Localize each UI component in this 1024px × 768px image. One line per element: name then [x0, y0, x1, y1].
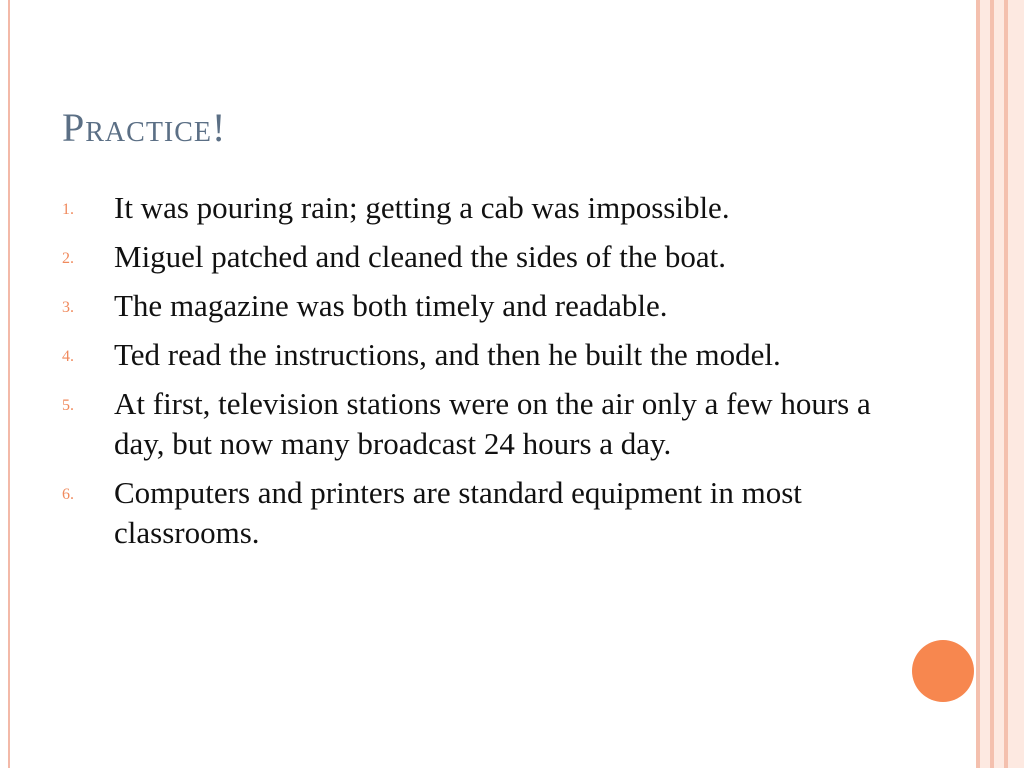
right-decor-stripe: [980, 0, 990, 768]
item-text: Miguel patched and cleaned the sides of the boat.: [114, 239, 727, 274]
list-item: [62, 286, 882, 326]
practice-list: [62, 188, 882, 562]
list-item: [62, 384, 882, 464]
decorative-circle: [912, 640, 974, 702]
item-text: Ted read the instructions, and then he built the model.: [114, 337, 781, 372]
list-item: [62, 335, 882, 375]
item-number: 3.: [62, 299, 74, 316]
item-number: 6.: [62, 486, 74, 503]
slide-title: Practice!: [62, 105, 227, 150]
item-text: At first, television stations were on the air only a few hours a day, but now many broadcast 24 hours a day.: [114, 386, 871, 461]
list-item: [62, 473, 882, 553]
right-decor-stripe: [1008, 0, 1024, 768]
right-decor-stripe: [994, 0, 1004, 768]
item-number: 2.: [62, 250, 74, 267]
item-number: 5.: [62, 397, 74, 414]
item-number: 4.: [62, 348, 74, 365]
item-text: It was pouring rain; getting a cab was impossible.: [114, 190, 730, 225]
item-text: The magazine was both timely and readable.: [114, 288, 668, 323]
item-number: 1.: [62, 201, 74, 218]
item-text: Computers and printers are standard equipment in most classrooms.: [114, 475, 802, 550]
list-item: [62, 237, 882, 277]
left-border-line: [8, 0, 10, 768]
list-item: [62, 188, 882, 228]
